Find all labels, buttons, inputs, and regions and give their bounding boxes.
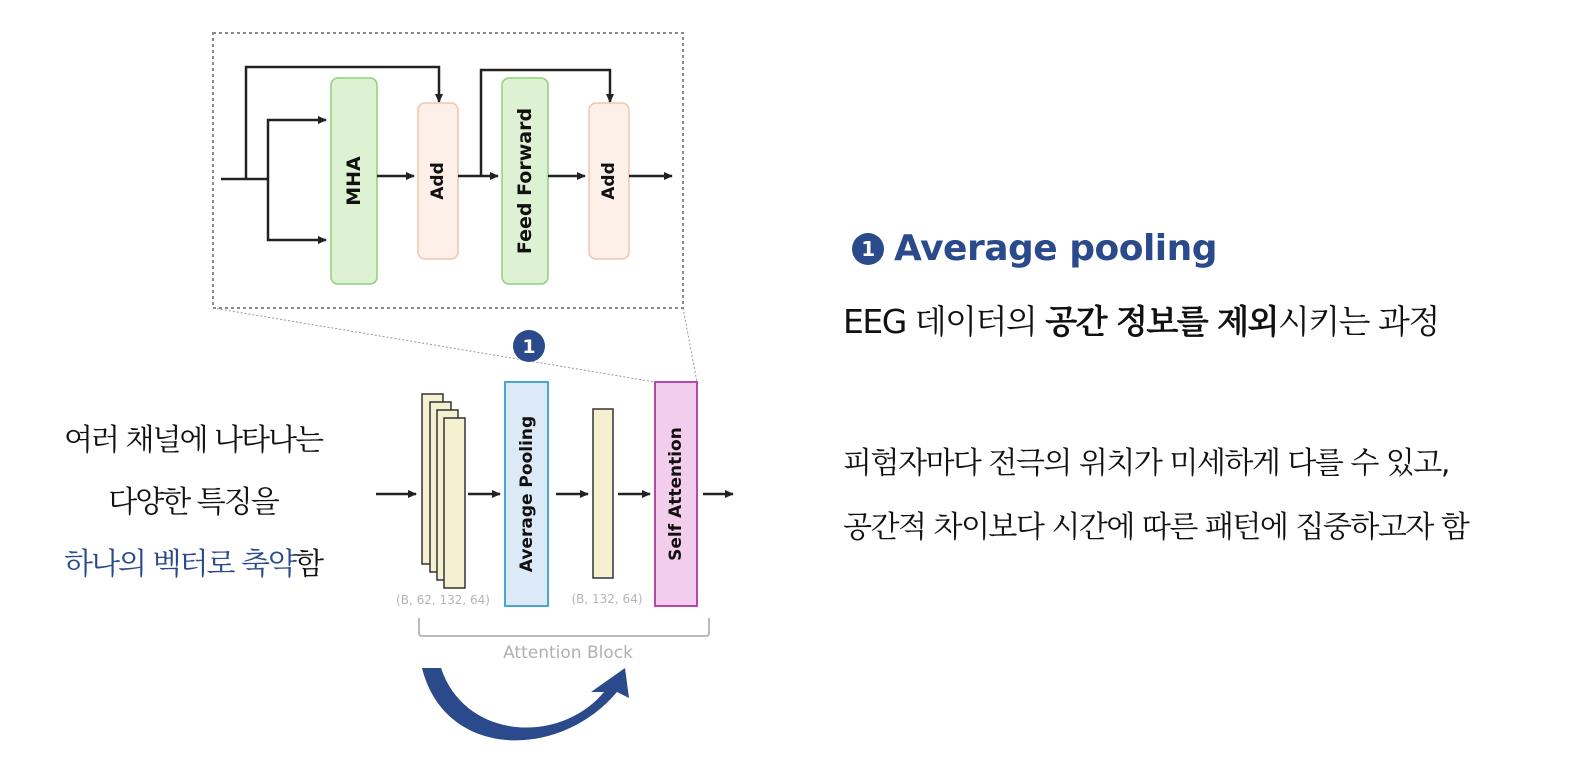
left-text-highlight: 하나의 벡터로 축약 [64, 547, 295, 582]
section-subtitle [843, 296, 1439, 343]
input-shape-label: (B, 62, 132, 64) [396, 593, 490, 607]
repeat-arrow [422, 668, 629, 740]
add-label-2: Add [599, 162, 619, 200]
step-badge [513, 330, 545, 362]
heading-text: Average pooling [894, 228, 1218, 269]
heading-badge: 1 [852, 233, 884, 265]
step-badge-number: 1 [522, 336, 536, 358]
mha-input-top [268, 120, 326, 179]
subtitle-bold: 공간 정보를 제외 [1045, 302, 1278, 341]
zoom-connector-left [213, 308, 655, 382]
attention-block-bracket [419, 618, 709, 636]
description-line-1: 피험자마다 전극의 위치가 미세하게 다를 수 있고, [843, 446, 1449, 481]
feature-map-stack-4 [444, 418, 465, 588]
description-line-2: 공간적 차이보다 시간에 따른 패턴에 집중하고자 함 [843, 510, 1469, 545]
mha-input-bottom [268, 179, 326, 240]
left-explanation [28, 410, 358, 596]
pooled-shape-label: (B, 132, 64) [571, 592, 643, 606]
subtitle-prefix: EEG 데이터의 [843, 302, 1046, 341]
zoom-connector-right [683, 308, 697, 382]
left-text-line-1: 여러 채널에 나타나는 [64, 423, 322, 458]
section-heading [852, 228, 1217, 269]
transformer-detail [213, 33, 683, 308]
pipeline [376, 382, 733, 740]
left-text-line-3 [28, 534, 358, 596]
left-text-line-2: 다양한 특징을 [108, 485, 278, 520]
self-attention-label: Self Attention [666, 427, 686, 561]
add-label-1: Add [428, 162, 448, 200]
section-description [843, 432, 1468, 560]
attention-block-caption: Attention Block [503, 643, 633, 663]
left-text-suffix: 함 [294, 547, 322, 582]
mha-label: MHA [343, 156, 365, 206]
subtitle-suffix: 시키는 과정 [1277, 302, 1439, 341]
average-pooling-label: Average Pooling [517, 415, 537, 573]
pooled-vector [593, 409, 613, 578]
feed-forward-label: Feed Forward [514, 107, 536, 255]
